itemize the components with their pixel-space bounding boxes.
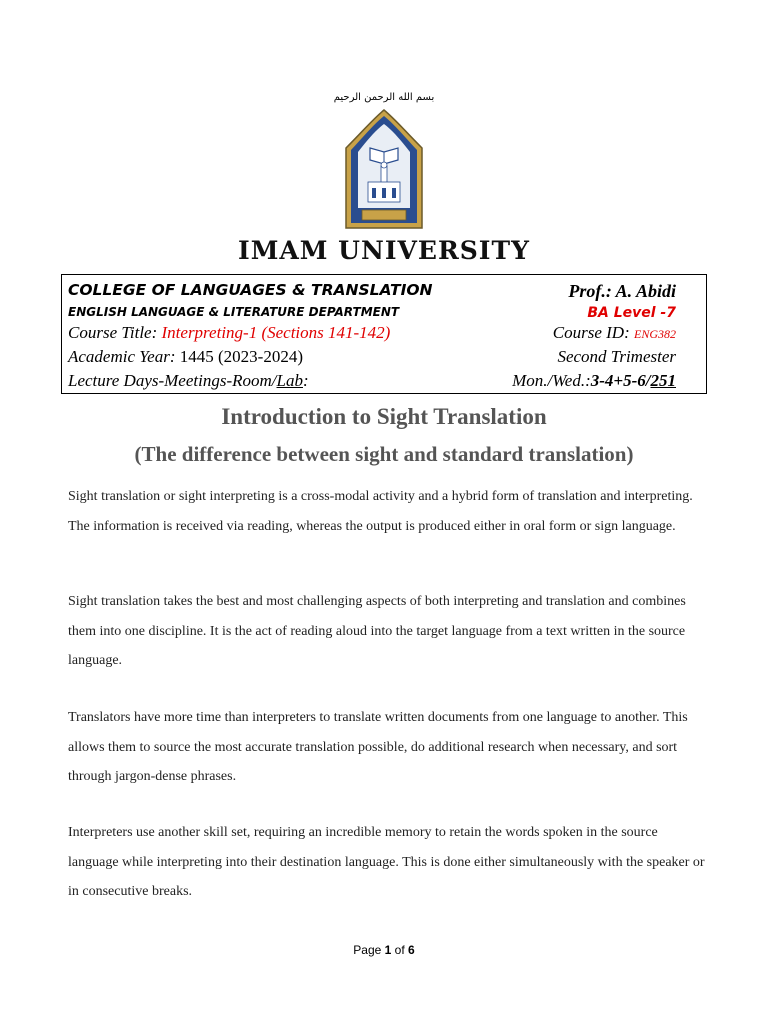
academic-year [68, 347, 303, 367]
course-header-box [61, 274, 707, 394]
professor-name: Prof.: A. Abidi [568, 281, 676, 301]
header-row-department [68, 305, 676, 321]
of-word: of [394, 943, 405, 957]
paragraph: Sight translation takes the best and most challenging aspects of both interpreting and translation and combines them into one discipline. It is the act of reading aloud into the target language from a text written in the source language. [68, 594, 686, 668]
bismillah-text: بسم الله الرحمن الرحيم [333, 92, 435, 103]
total-pages-number: 6 [408, 943, 415, 957]
university-crest-icon [344, 108, 424, 230]
current-page-number: 1 [384, 943, 392, 957]
page-footer [0, 943, 768, 957]
paragraph: Sight translation or sight interpreting is a cross-modal activity and a hybrid form of translation and interpreting. The information is received via reading, whereas the output is produced either in oral form or sign language. [68, 489, 693, 534]
document-title: Introduction to Sight Translation [221, 404, 547, 429]
course-id-label: Course ID: [552, 323, 630, 342]
lecture-label-suffix: : [302, 371, 309, 390]
document-subtitle: (The difference between sight and standard translation) [134, 442, 634, 466]
course-id [553, 323, 676, 343]
lecture-label-prefix: Lecture Days-Meetings-Room/ [68, 371, 277, 390]
course-title-value: Interpreting-1 (Sections 141-142) [161, 323, 391, 342]
schedule-meetings: 3-4+5-6/ [590, 371, 651, 390]
lecture-label [68, 371, 309, 391]
trimester-label: Second Trimester [557, 347, 676, 366]
level-label: BA Level -7 [587, 305, 676, 321]
department-name: ENGLISH LANGUAGE & LITERATURE DEPARTMENT [68, 305, 400, 319]
college-name: COLLEGE OF LANGUAGES & TRANSLATION [68, 281, 433, 299]
lecture-schedule [512, 371, 676, 391]
course-id-value: ENG382 [634, 327, 676, 341]
page-word: Page [353, 943, 382, 957]
course-title-label: Course Title: [68, 323, 158, 342]
paragraph: Translators have more time than interpreters to translate written documents from one language to another. This allows them to source the most accurate translation possible, do additional research when necessary, and sort through jargon-dense phrases. [68, 710, 688, 784]
schedule-room: 251 [650, 371, 676, 390]
course-title [68, 323, 390, 343]
header-row-course [68, 323, 676, 343]
schedule-days: Mon./Wed.: [512, 371, 591, 390]
header-row-lecture [68, 371, 676, 391]
university-name: IMAM UNIVERSITY [238, 236, 530, 265]
paragraph: Interpreters use another skill set, requiring an incredible memory to retain the words spoken in the source language while interpreting into their destination language. This is done either simultaneously with the speaker or in consecutive breaks. [68, 825, 705, 899]
lecture-label-lab: Lab [276, 371, 303, 390]
academic-year-label: Academic Year: [68, 347, 176, 366]
header-row-college [68, 281, 676, 302]
academic-year-value: 1445 (2023-2024) [179, 347, 303, 366]
header-row-year [68, 347, 676, 367]
